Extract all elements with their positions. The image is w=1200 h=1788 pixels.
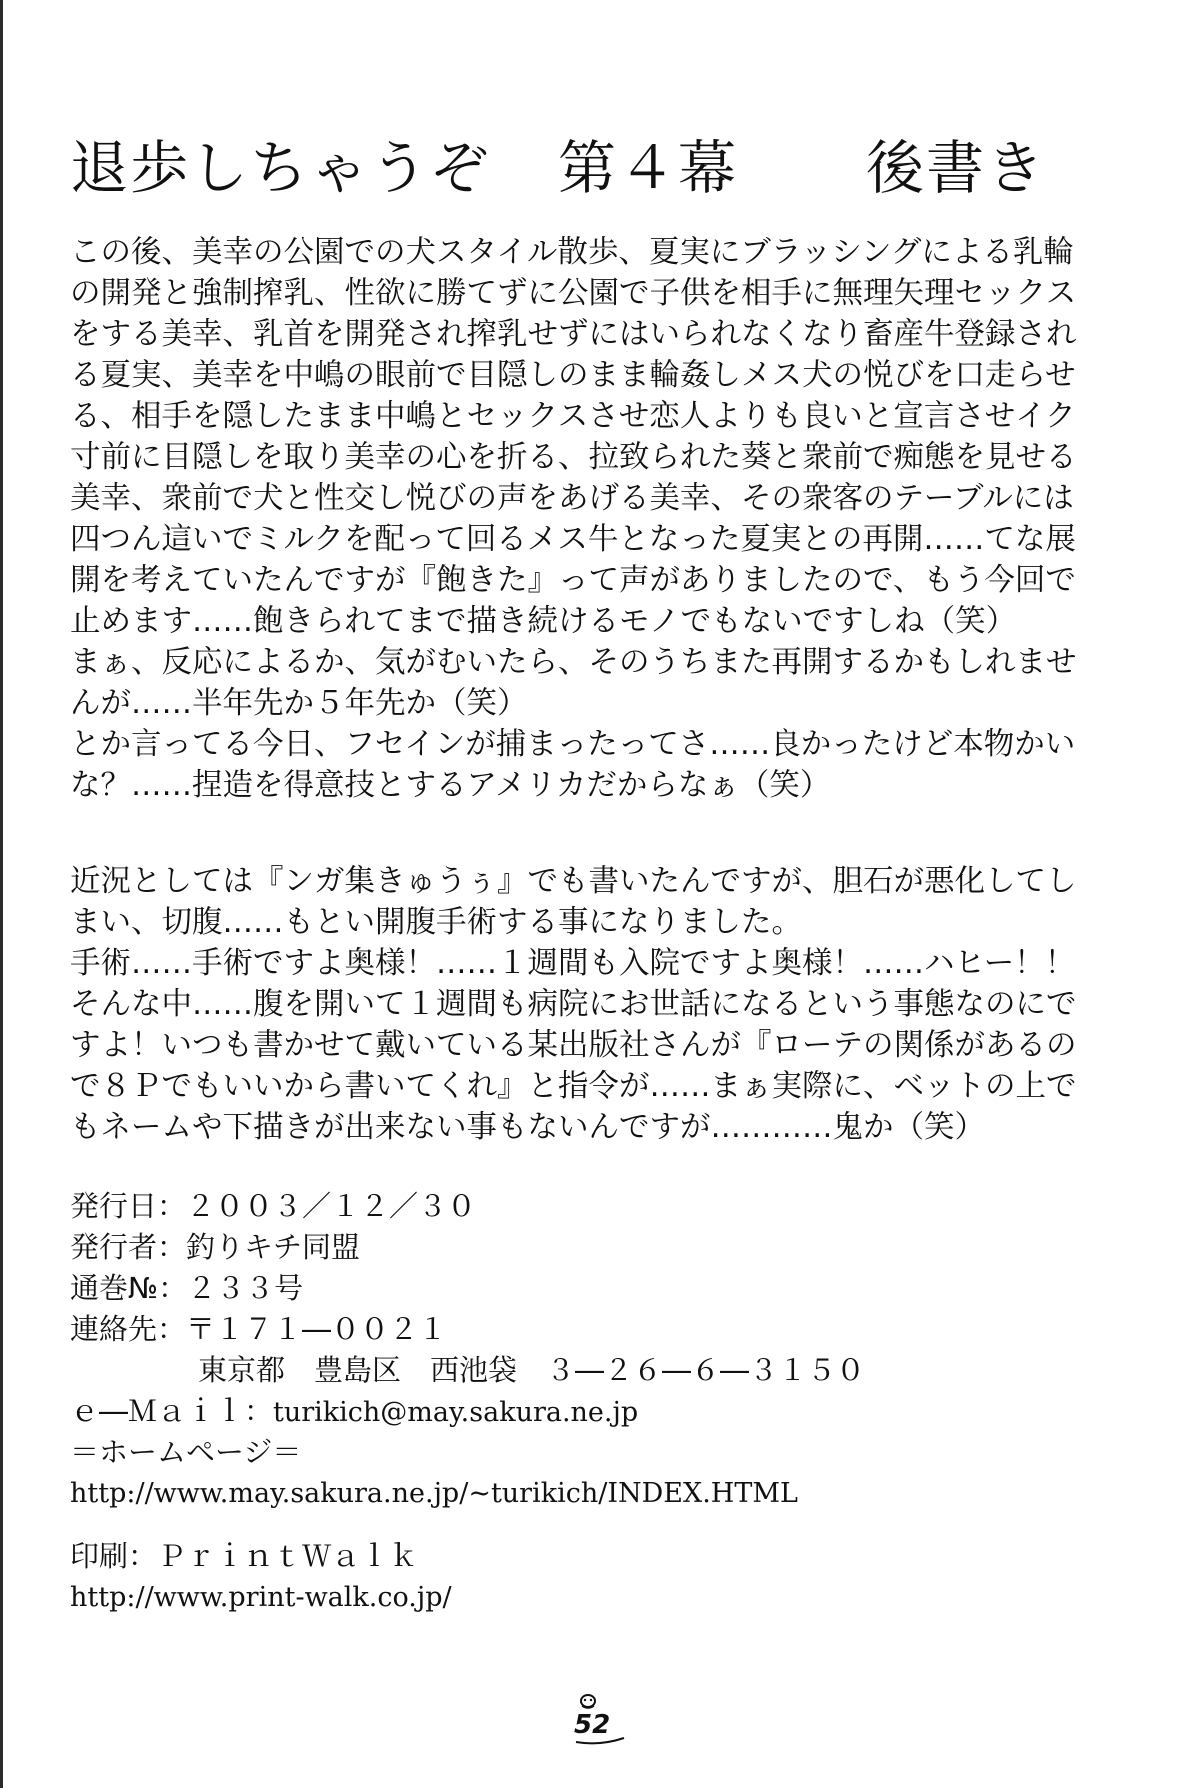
recent-news-paragraph	[70, 861, 1130, 1148]
text-line: な？……捏造を得意技とするアメリカだからなぁ（笑）	[70, 768, 831, 803]
homepage-link[interactable]: http://www.may.sakura.ne.jp/~turikich/INDEX.HTML	[70, 1478, 798, 1509]
text-line: 寸前に目隠しを取り美幸の心を折る、拉致られた葵と衆前で痴態を見せる	[70, 440, 1077, 475]
contact-address: 東京都 豊島区 西池袋 ３―２６―６―３１５０	[198, 1353, 866, 1387]
title-afterword: 後書き	[866, 134, 1047, 202]
text-line: そんな中……腹を開いて１週間も病院にお世話になるという事態なのにで	[70, 987, 1077, 1022]
email-label: ｅ―Ｍａｉｌ：	[70, 1394, 274, 1428]
text-line: 手術……手術ですよ奥様！……１週間も入院ですよ奥様！……ハヒー！！	[70, 946, 1076, 981]
text-line: もネームや下描きが出来ない事もないんですが…………鬼か（笑）	[70, 1110, 985, 1145]
text-line: 止めます……飽きられてまで描き続けるモノでもないですしね（笑）	[70, 604, 1017, 639]
spacer	[70, 1514, 1150, 1536]
text-line: すよ！いつも書かせて戴いている某出版社さんが『ローテの関係があるの	[70, 1028, 1077, 1063]
page-title	[70, 128, 1046, 208]
contact-postal-code: 連絡先：〒１７１―００２１	[70, 1312, 448, 1346]
title-series: 退歩しちゃうぞ	[70, 134, 491, 202]
text-line: 美幸、衆前で犬と性交し悦びの声をあげる美幸、その衆客のテーブルには	[70, 481, 1074, 516]
text-line: 近況としては『ンガ集きゅうぅ』でも書いたんですが、胆石が悪化してし	[70, 864, 1077, 899]
text-line: まぁ、反応によるか、気がむいたら、そのうちまた再開するかもしれませ	[70, 645, 1077, 680]
colophon	[70, 1186, 1150, 1618]
text-line: とか言ってる今日、フセインが捕まったってさ……良かったけど本物かい	[70, 727, 1076, 762]
text-line: る、相手を隠したまま中嶋とセックスさせ恋人よりも良いと宣言させイク	[70, 399, 1076, 434]
afterword-paragraph	[70, 232, 1130, 806]
volume-number: 通巻№：２３３号	[70, 1271, 304, 1305]
text-line: の開発と強制搾乳、性欲に勝てずに公園で子供を相手に無理矢理セックス	[70, 276, 1077, 311]
text-line: で８Ｐでもいいから書いてくれ』と指令が……まぁ実際に、ベットの上で	[70, 1069, 1077, 1104]
printer: 印刷：ＰｒｉｎｔＷａｌｋ	[70, 1539, 419, 1573]
text-line: をする美幸、乳首を開発され搾乳せずにはいられなくなり畜産牛登録され	[70, 317, 1077, 352]
publisher: 発行者：釣りキチ同盟	[70, 1230, 361, 1264]
text-line: 開を考えていたんですが『飽きた』って声がありましたので、もう今回で	[70, 563, 1076, 598]
title-act: 第４幕	[558, 134, 739, 202]
page-number	[572, 1692, 628, 1748]
page-number-text: 52	[574, 1710, 611, 1740]
issue-date: 発行日：２００３／１２／３０	[70, 1189, 477, 1223]
homepage-label: ＝ホームページ＝	[70, 1435, 302, 1469]
text-line: る夏実、美幸を中嶋の眼前で目隠しのまま輪姦しメス犬の悦びを口走らせ	[70, 358, 1076, 393]
text-line: 四つん這いでミルクを配って回るメス牛となった夏実との再開……てな展	[70, 522, 1076, 557]
printer-link[interactable]: http://www.print-walk.co.jp/	[70, 1582, 452, 1613]
email-link[interactable]: turikich@may.sakura.ne.jp	[273, 1397, 639, 1428]
text-line: この後、美幸の公園での犬スタイル散歩、夏実にブラッシングによる乳輪	[70, 235, 1074, 270]
text-line: まい、切腹……もとい開腹手術する事になりました。	[70, 905, 802, 940]
email-row	[70, 1391, 1150, 1432]
text-line: んが……半年先か５年先か（笑）	[70, 686, 528, 721]
